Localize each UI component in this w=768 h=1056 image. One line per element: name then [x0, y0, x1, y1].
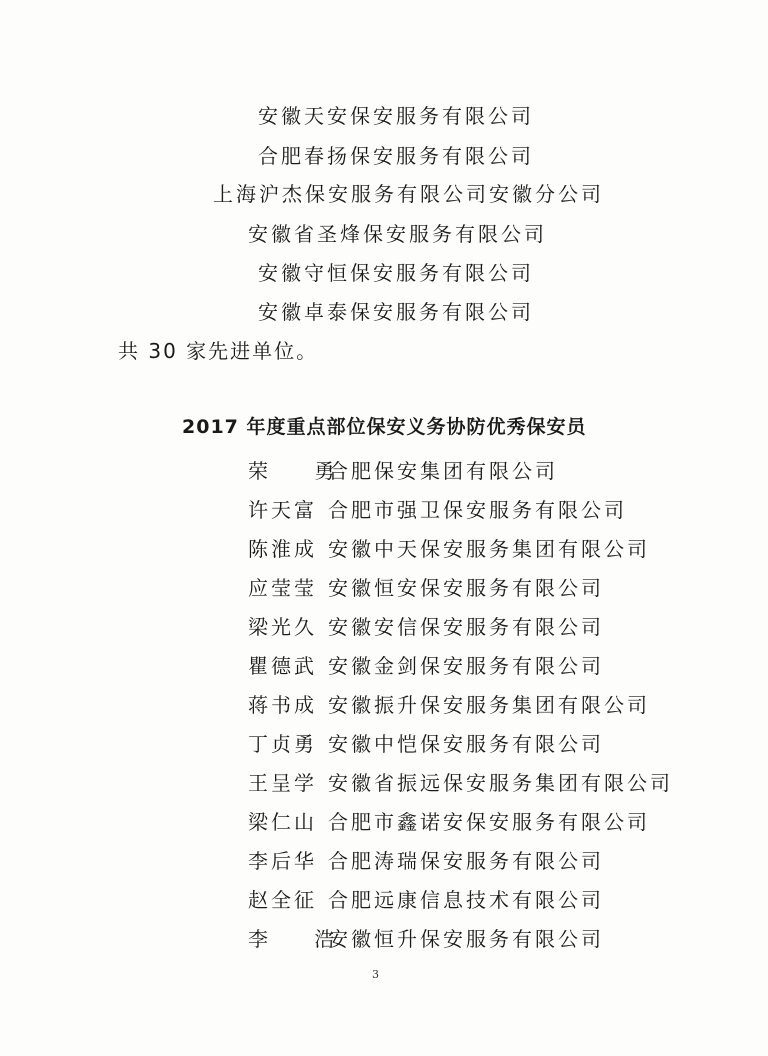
guard-row: [0, 455, 768, 485]
guard-row: [0, 884, 768, 914]
summary-text: 共 30 家先进单位。: [118, 339, 319, 363]
guard-name: 荣 勇: [248, 459, 355, 483]
guard-org: 合肥市强卫保安服务有限公司: [328, 498, 627, 522]
guard-row: [0, 650, 768, 680]
company-line: 安徽省圣烽保安服务有限公司: [248, 222, 547, 246]
guard-org: 合肥市鑫诺安保安服务有限公司: [328, 810, 650, 834]
guard-name: 瞿德武: [248, 654, 317, 678]
company-line: 上海沪杰保安服务有限公司安徽分公司: [213, 182, 604, 206]
guard-row: [0, 806, 768, 836]
guard-org: 合肥远康信息技术有限公司: [328, 888, 604, 912]
guard-row: [0, 611, 768, 641]
guard-name: 蒋书成: [248, 693, 317, 717]
guard-org: 安徽安信保安服务有限公司: [328, 615, 604, 639]
guard-row: [0, 845, 768, 875]
guard-org: 安徽金剑保安服务有限公司: [328, 654, 604, 678]
guard-name: 梁仁山: [248, 810, 317, 834]
guard-name: 王呈学: [248, 771, 317, 795]
guard-name: 梁光久: [248, 615, 317, 639]
guard-org: 安徽恒升保安服务有限公司: [328, 927, 604, 951]
guard-org: 安徽振升保安服务集团有限公司: [328, 693, 650, 717]
guard-row: [0, 767, 768, 797]
guard-name: 应莹莹: [248, 576, 317, 600]
guard-name: 李 浩: [248, 927, 355, 951]
company-line: 合肥春扬保安服务有限公司: [258, 144, 534, 168]
guard-row: [0, 572, 768, 602]
company-line: 安徽天安保安服务有限公司: [258, 104, 534, 128]
section-title: 2017 年度重点部位保安义务协防优秀保安员: [182, 416, 587, 438]
guard-row: [0, 728, 768, 758]
guard-name: 李后华: [248, 849, 317, 873]
guard-row: [0, 923, 768, 953]
guard-row: [0, 494, 768, 524]
guard-org: 合肥保安集团有限公司: [328, 459, 558, 483]
guard-org: 安徽省振远保安服务集团有限公司: [328, 771, 673, 795]
guard-org: 安徽中恺保安服务有限公司: [328, 732, 604, 756]
company-line: 安徽卓泰保安服务有限公司: [258, 300, 534, 324]
guard-org: 安徽中天保安服务集团有限公司: [328, 537, 650, 561]
guard-org: 合肥涛瑞保安服务有限公司: [328, 849, 604, 873]
company-line: 安徽守恒保安服务有限公司: [258, 261, 534, 285]
guard-name: 陈淮成: [248, 537, 317, 561]
guard-row: [0, 533, 768, 563]
guard-row: [0, 689, 768, 719]
guard-org: 安徽恒安保安服务有限公司: [328, 576, 604, 600]
guard-name: 丁贞勇: [248, 732, 317, 756]
page-number: 3: [372, 968, 379, 981]
guard-name: 许天富: [248, 498, 317, 522]
guard-name: 赵全征: [248, 888, 317, 912]
